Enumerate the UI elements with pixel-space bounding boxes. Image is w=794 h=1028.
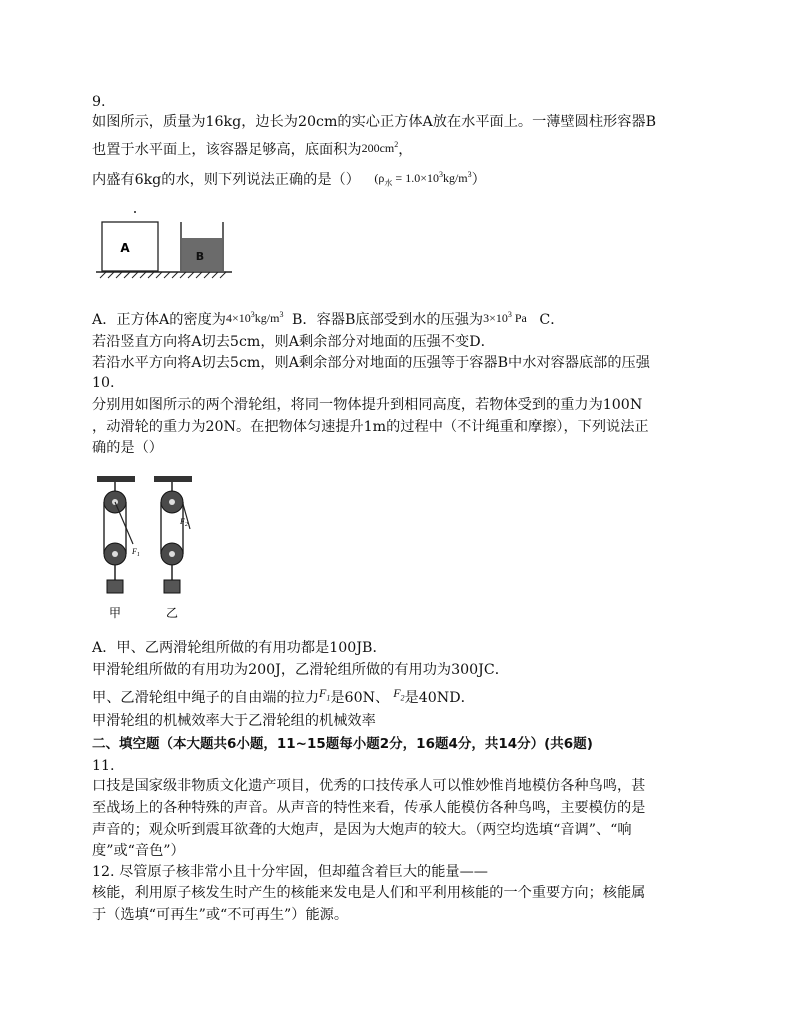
q9-option-a-value: 4×10 (226, 311, 251, 325)
q9-area-math (362, 135, 399, 158)
q10-line-2: ，动滑轮的重力为20N。在把物体匀速提升1m的过程中（不计绳重和摩擦），下列说法正 (92, 419, 649, 435)
q9-rho: ρ (378, 171, 385, 185)
load-yi (164, 580, 180, 593)
label-yi: 乙 (165, 606, 179, 620)
q9-line-1: 如图所示，质量为16kg，边长为20cm的实心正方体A放在水平面上。一薄壁圆柱形容器B (92, 114, 657, 130)
q10-option-c-mid: 是60N、 (330, 690, 390, 706)
q9-option-b: B．容器B底部受到水的压强为 (291, 312, 484, 328)
ceiling-jia (97, 476, 135, 482)
q9-number: 9. (92, 94, 106, 110)
q12-line-2: 核能，利用原子核发生时产生的核能来发电是人们和平利用核能的一个重要方向；核能属 (92, 885, 646, 901)
q9-option-a-math (226, 305, 283, 328)
q9-rho-value: = 1.0×10 (392, 171, 439, 185)
q9-option-c-label: C． (539, 312, 565, 328)
q12-line-3: 于（选填“可再生”或“不可再生”）能源。 (92, 907, 349, 923)
q9-option-d-label: D． (469, 334, 495, 350)
q12-line-1: 12. 尽管原子核非常小且十分牢固，但却蕴含着巨大的能量—— (92, 864, 488, 880)
q10-figure (94, 474, 204, 624)
q9-line-3-post: ） (471, 172, 486, 188)
q11-line-2: 至战场上的各种特殊的声音。从声音的特性来看，传承人能模仿各种鸟鸣，主要模仿的是 (92, 800, 646, 816)
q9-rho-unit-exp: 3 (467, 170, 472, 179)
q9-option-a-exp: 3 (250, 310, 255, 319)
q10-option-c-line (92, 688, 475, 708)
cube-a (102, 222, 158, 271)
q11-line-1: 口技是国家级非物质文化遗产项目，优秀的口技传承人可以惟妙惟肖地模仿各种鸟鸣，甚 (92, 778, 646, 794)
label-jia: 甲 (108, 606, 122, 620)
q9-line-3-text: 内盛有6kg的水，则下列说法正确的是（） (92, 172, 360, 188)
q9-line-2 (92, 140, 412, 160)
q9-rho-sub: 水 (384, 178, 393, 188)
q10-option-c-f1: $F_1$ (319, 686, 331, 703)
q9-options-ab (92, 310, 564, 330)
q9-area-exp: 2 (394, 140, 399, 149)
q10-option-d-label: D． (449, 690, 475, 706)
q9-line-2-text: 也置于水平面上，该容器足够高，底面积为 (92, 142, 362, 158)
q10-option-a-line (92, 638, 387, 658)
q10-option-c-f2: $F_2$ (393, 686, 405, 703)
q9-option-a: A．正方体A的密度为 (92, 312, 226, 328)
q9-option-c: 若沿竖直方向将A切去5cm，则A剩余部分对地面的压强不变 (92, 334, 470, 350)
f2-label: $F_2$ (180, 517, 188, 528)
q10-option-c-label: C． (483, 662, 509, 678)
q9-option-b-value: 3×10 (483, 311, 508, 325)
q9-line-3 (92, 170, 486, 193)
container-b-label: B (195, 250, 205, 263)
q10-line-3: 确的是（） (92, 440, 163, 456)
q9-rho-unit: kg/m (442, 171, 468, 185)
q11-line-4: 度”或“音色”） (92, 843, 185, 859)
q9-option-d: 若沿水平方向将A切去5cm，则A剩余部分对地面的压强等于容器B中水对容器底部的压强 (92, 355, 650, 371)
ceiling-yi (154, 476, 192, 482)
q10-option-a: A．甲、乙两滑轮组所做的有用功都是100J (92, 640, 363, 656)
q10-option-d: 甲滑轮组的机械效率大于乙滑轮组的机械效率 (92, 713, 376, 729)
q10-option-b-line (92, 660, 509, 680)
q11-line-3: 声音的；观众听到震耳欲聋的大炮声，是因为大炮声的较大。（两空均选填“音调”、“响 (92, 822, 632, 838)
load-jia (107, 580, 123, 593)
section-2-heading: 二、填空题（本大题共6小题，11~15题每小题2分，16题4分，共14分）(共6题) (92, 736, 593, 752)
q9-option-c-line (92, 332, 495, 352)
q9-area-value: 200cm (361, 141, 395, 155)
q9-option-b-unit: Pa (511, 311, 527, 325)
f1-label: $F_1$ (132, 547, 140, 558)
q9-option-a-unit: kg/m (254, 311, 280, 325)
q9-figure-dot (134, 211, 136, 213)
q9-line-2-post: ， (398, 142, 413, 158)
q9-figure (96, 208, 236, 282)
q11-number: 11. (92, 758, 115, 774)
q9-option-b-exp: 3 (507, 310, 512, 319)
cube-a-label: A (120, 241, 130, 255)
q10-number: 10. (92, 375, 115, 391)
q10-option-b-label: B． (362, 640, 387, 656)
q9-rho-exp: 3 (438, 170, 443, 179)
q9-option-a-unit-exp: 3 (279, 310, 284, 319)
q9-option-b-math (483, 305, 527, 328)
q10-line-1: 分别用如图所示的两个滑轮组，将同一物体提升到相同高度，若物体受到的重力为100N (92, 397, 643, 413)
ground-hatch (100, 272, 226, 278)
q10-option-b: 甲滑轮组所做的有用功为200J，乙滑轮组所做的有用功为300J (92, 662, 484, 678)
q10-option-c-pre: 甲、乙滑轮组中绳子的自由端的拉力 (92, 690, 320, 706)
q10-option-c-post: 是40N (404, 690, 450, 706)
q9-density-math: ($\rho_水 = 1.0\times 10^3kg/m^3$ (374, 170, 472, 188)
